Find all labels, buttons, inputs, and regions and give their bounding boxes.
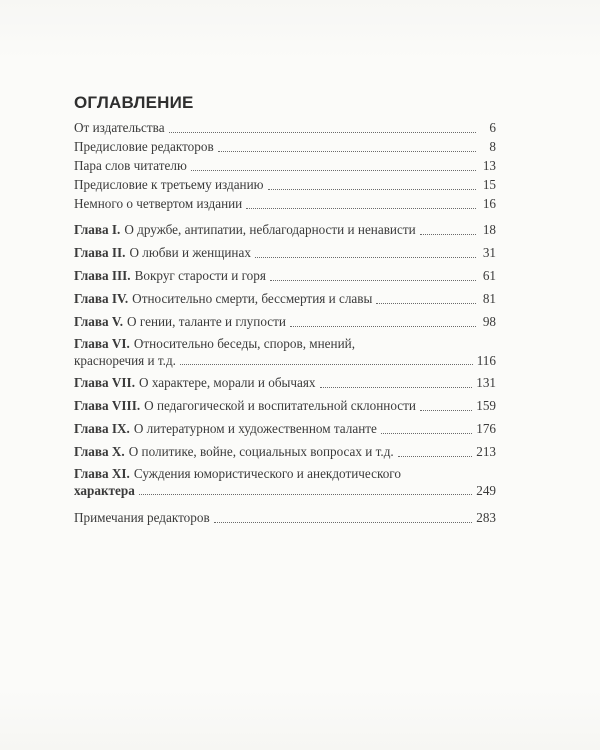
chapter-label: Глава VII. bbox=[74, 375, 135, 390]
dot-leader bbox=[320, 386, 473, 388]
dot-leader bbox=[214, 521, 473, 523]
toc-entry-page: 13 bbox=[482, 158, 496, 173]
chapter-label: Глава VI. bbox=[74, 336, 130, 351]
chapter-label: Глава X. bbox=[74, 444, 125, 459]
chapter-title: Относительно смерти, бессмертия и славы bbox=[132, 291, 373, 306]
chapter-title: О гении, таланте и глупости bbox=[127, 314, 286, 329]
chapter-title: О любви и женщинах bbox=[129, 245, 251, 260]
toc-entry-reader-note bbox=[74, 156, 496, 175]
dot-leader bbox=[420, 233, 476, 235]
toc-entry-editors-notes bbox=[74, 508, 496, 527]
toc-entry-page: 61 bbox=[482, 268, 496, 283]
toc-entry-page: 8 bbox=[489, 139, 496, 154]
dot-leader bbox=[255, 256, 476, 258]
toc-entry-chapter-1 bbox=[74, 220, 496, 239]
chapter-label: Глава I. bbox=[74, 222, 121, 237]
toc-entry-chapter-8 bbox=[74, 396, 496, 415]
chapter-title: О дружбе, антипатии, неблагодарности и ненависти bbox=[124, 222, 416, 237]
dot-leader bbox=[180, 363, 473, 365]
dot-leader bbox=[246, 207, 476, 209]
toc-entry-chapter-5 bbox=[74, 312, 496, 331]
toc-entry-third-edition-preface bbox=[74, 175, 496, 194]
chapter-label: Глава VIII. bbox=[74, 398, 141, 413]
toc-entry-page: 176 bbox=[476, 421, 496, 436]
chapter-label: Глава XI. bbox=[74, 466, 130, 481]
toc-entry-chapter-6 bbox=[74, 335, 496, 369]
toc-heading: ОГЛАВЛЕНИЕ bbox=[74, 93, 194, 112]
toc-entry-title: От издательства bbox=[74, 120, 165, 135]
toc-entry-page: 15 bbox=[482, 177, 496, 192]
toc-entry-page: 159 bbox=[476, 398, 496, 413]
chapter-label: Глава II. bbox=[74, 245, 126, 260]
toc-entry-title: Предисловие редакторов bbox=[74, 139, 214, 154]
chapter-title: О литературном и художественном таланте bbox=[133, 421, 377, 436]
dot-leader bbox=[270, 279, 476, 281]
toc-entry-editors-preface bbox=[74, 137, 496, 156]
toc-entry-chapter-3 bbox=[74, 266, 496, 285]
toc-entry-chapter-9 bbox=[74, 419, 496, 438]
chapter-title-line2: характера bbox=[74, 483, 135, 498]
dot-leader bbox=[376, 302, 476, 304]
toc-entry-page: 31 bbox=[482, 245, 496, 260]
toc-entry-publisher-note bbox=[74, 118, 496, 137]
toc-entry-title: Пара слов читателю bbox=[74, 158, 187, 173]
dot-leader bbox=[139, 493, 472, 495]
dot-leader bbox=[191, 169, 476, 171]
toc-entry-page: 249 bbox=[476, 483, 496, 498]
dot-leader bbox=[169, 131, 476, 133]
chapter-label: Глава IV. bbox=[74, 291, 129, 306]
chapter-title: О педагогической и воспитательной склонности bbox=[144, 398, 416, 413]
toc-entry-fourth-edition-note bbox=[74, 194, 496, 213]
chapter-title-line1: Относительно беседы, споров, мнений, bbox=[133, 336, 356, 351]
toc-entry-page: 213 bbox=[476, 444, 496, 459]
toc-entry-chapter-11 bbox=[74, 465, 496, 499]
toc-entry-title: Предисловие к третьему изданию bbox=[74, 177, 264, 192]
dot-leader bbox=[218, 150, 476, 152]
toc-entry-page: 6 bbox=[489, 120, 496, 135]
chapter-title: Вокруг старости и горя bbox=[134, 268, 266, 283]
toc-entry-page: 18 bbox=[482, 222, 496, 237]
toc-entry-page: 131 bbox=[476, 375, 496, 390]
toc-entry-chapter-4 bbox=[74, 289, 496, 308]
chapter-label: Глава IX. bbox=[74, 421, 130, 436]
toc-entry-page: 116 bbox=[476, 353, 496, 368]
chapter-title-line1: Суждения юмористического и анекдотического bbox=[133, 466, 401, 481]
toc-entry-title: Немного о четвертом издании bbox=[74, 196, 243, 211]
toc-entry-page: 98 bbox=[482, 314, 496, 329]
dot-leader bbox=[398, 455, 472, 457]
toc-entry-page: 283 bbox=[476, 510, 496, 525]
toc-entry-chapter-10 bbox=[74, 442, 496, 461]
dot-leader bbox=[381, 432, 472, 434]
toc-entry-chapter-7 bbox=[74, 373, 496, 392]
toc-entry-page: 16 bbox=[482, 196, 496, 211]
chapter-label: Глава V. bbox=[74, 314, 124, 329]
chapter-title: О политике, войне, социальных вопросах и т.д. bbox=[128, 444, 394, 459]
table-of-contents bbox=[74, 92, 496, 527]
dot-leader bbox=[268, 188, 476, 190]
dot-leader bbox=[290, 325, 476, 327]
chapter-title: О характере, морали и обычаях bbox=[139, 375, 316, 390]
toc-entry-title: Примечания редакторов bbox=[74, 510, 210, 525]
chapter-title-line2: красноречия и т.д. bbox=[74, 353, 176, 368]
dot-leader bbox=[420, 409, 472, 411]
chapter-label: Глава III. bbox=[74, 268, 131, 283]
toc-entry-chapter-2 bbox=[74, 243, 496, 262]
toc-entry-page: 81 bbox=[482, 291, 496, 306]
toc-list bbox=[74, 118, 496, 527]
